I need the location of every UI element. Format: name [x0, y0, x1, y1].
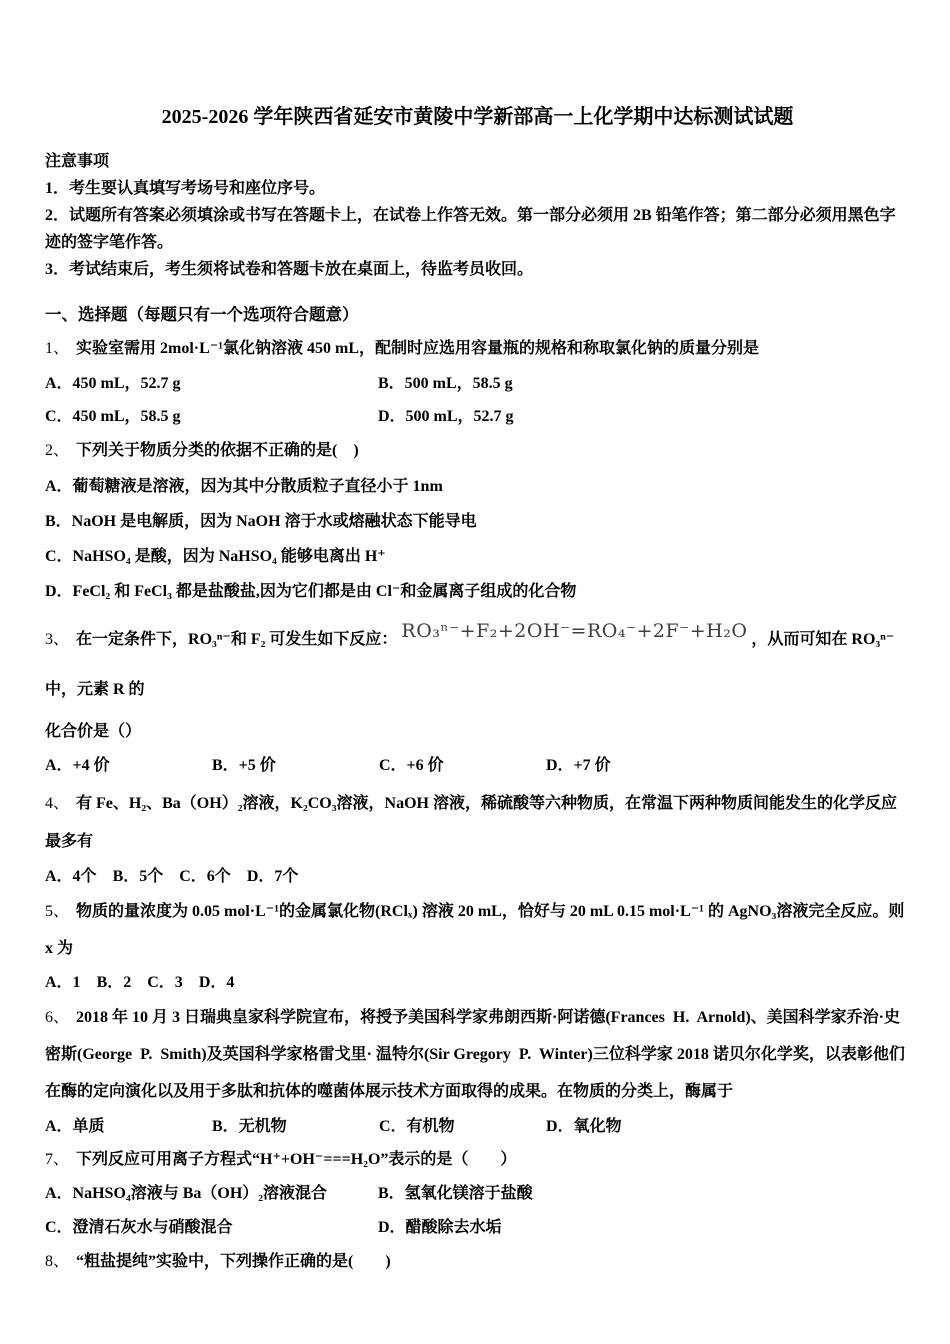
option-4-c: C．6个	[179, 868, 231, 885]
notice-section	[45, 148, 910, 283]
question-3	[45, 613, 910, 783]
question-3-options	[45, 749, 910, 783]
question-7-stem-text: 下列反应可用离子方程式“H⁺+OH⁻===H₂O”表示的是（ ）	[76, 1151, 517, 1168]
option-2-b: B．NaOH 是电解质，因为 NaOH 溶于水或熔融状态下能导电	[45, 513, 477, 530]
question-2	[45, 433, 910, 609]
question-2-stem	[45, 433, 910, 469]
option-6-d: D．氧化物	[546, 1118, 622, 1135]
question-8	[45, 1245, 910, 1279]
option-1-a: A．450 mL，52.7 g	[45, 375, 181, 392]
question-5	[45, 893, 910, 999]
option-4-a: A．4个	[45, 868, 97, 885]
option-5-d: D．4	[198, 974, 235, 991]
option-3-a: A．+4 价	[45, 757, 110, 774]
question-1-stem	[45, 331, 910, 367]
question-5-stem-text: 物质的量浓度为 0.05 mol·L⁻¹的金属氯化物(RClₓ) 溶液 20 mL，恰好与 20 mL 0.15 mol·L⁻¹ 的 AgNO₃溶液完全反应。则 x 为	[45, 903, 909, 957]
question-8-stem-text: “粗盐提纯”实验中，下列操作正确的是( )	[76, 1253, 391, 1270]
question-8-number: 8、	[45, 1253, 70, 1270]
option-1-d: D．500 mL，52.7 g	[378, 408, 514, 425]
notice-item-2: 2．试题所有答案必须填涂或书写在答题卡上，在试卷上作答无效。第一部分必须用 2B 铅笔作答；第二部分必须用黑色字迹的签字笔作答。	[45, 207, 896, 251]
option-7-a: A．NaHSO₄溶液与 Ba（OH）₂溶液混合	[45, 1185, 328, 1202]
question-5-options	[45, 967, 910, 999]
question-3-stem-before: 在一定条件下，RO₃ⁿ⁻和 F₂ 可发生如下反应：	[76, 631, 398, 648]
question-4-number: 4、	[45, 795, 70, 812]
notice-heading: 注意事项	[45, 153, 110, 170]
option-3-b: B．+5 价	[212, 757, 276, 774]
question-5-number: 5、	[45, 903, 70, 920]
option-7-b: B．氢氧化镁溶于盐酸	[378, 1185, 533, 1202]
question-4-stem-text: 有 Fe、H₂、Ba（OH）₂溶液，K₂CO₃溶液，NaOH 溶液，稀硫酸等六种物质，在常温下两种物质间能发生的化学反应最多有	[45, 795, 897, 850]
option-1-c: C．450 mL，58.5 g	[45, 408, 181, 425]
option-5-a: A．1	[45, 974, 81, 991]
option-3-c: C．+6 价	[379, 757, 444, 774]
question-4	[45, 785, 910, 893]
question-7	[45, 1143, 910, 1245]
option-7-d: D．醋酸除去水垢	[378, 1219, 502, 1236]
question-3-stem-after: ，从而可知在 RO₃ⁿ⁻中，元素 R 的	[45, 631, 895, 698]
option-2-a: A．葡萄糖液是溶液，因为其中分散质粒子直径小于 1nm	[45, 478, 443, 495]
option-7-c: C．澄清石灰水与硝酸混合	[45, 1219, 233, 1236]
question-1-stem-text: 实验室需用 2mol·L⁻¹氯化钠溶液 450 mL，配制时应选用容量瓶的规格和称取氯化钠的质量分别是	[76, 340, 760, 357]
question-3-stem	[45, 613, 910, 715]
exam-title: 2025-2026 学年陕西省延安市黄陵中学新部高一上化学期中达标测试试题	[161, 106, 794, 128]
question-2-stem-text: 下列关于物质分类的依据不正确的是( )	[76, 442, 359, 459]
question-7-number: 7、	[45, 1151, 70, 1168]
question-8-stem	[45, 1245, 910, 1279]
option-5-c: C．3	[147, 974, 183, 991]
question-4-options	[45, 861, 910, 893]
question-6-stem-text: 2018 年 10 月 3 日瑞典皇家科学院宣布，将授予美国科学家弗朗西斯·阿诺德(Frances H. Arnold)、美国科学家乔治·史密斯(George P. Smith)及英国科学家格雷戈里· 温特尔(Sir Gregory P. Winter)三位科学家 2018 诺贝尔化学奖，以表彰他们在酶的定向演化以及用于多肽和抗体的噬菌体展示技术方面取得的成果。在物质的分类上，酶属于	[45, 1009, 905, 1100]
question-2-options	[45, 469, 910, 609]
question-6	[45, 999, 910, 1143]
option-2-c: C．NaHSO₄ 是酸，因为 NaHSO₄ 能够电离出 H⁺	[45, 548, 386, 565]
notice-item-1: 1．考生要认真填写考场号和座位序号。	[45, 180, 326, 197]
question-4-stem	[45, 785, 910, 861]
section-heading-choice: 一、选择题（每题只有一个选项符合题意）	[45, 305, 359, 324]
question-2-number: 2、	[45, 442, 70, 459]
question-6-options	[45, 1110, 910, 1143]
question-6-stem	[45, 999, 910, 1110]
chemical-equation: RO₃ⁿ⁻+F₂+2OH⁻=RO₄⁻+2F⁻+H₂O	[401, 620, 748, 642]
question-3-stem-line2: 化合价是（）	[45, 723, 142, 740]
question-5-stem	[45, 893, 910, 967]
option-4-b: B．5个	[112, 868, 164, 885]
option-6-b: B．无机物	[212, 1118, 287, 1135]
option-6-a: A．单质	[45, 1118, 105, 1135]
option-3-d: D．+7 价	[546, 757, 611, 774]
option-5-b: B．2	[96, 974, 132, 991]
option-2-d: D．FeCl₂ 和 FeCl₃ 都是盐酸盐,因为它们都是由 Cl⁻和金属离子组成的化合物	[45, 583, 577, 600]
question-1-options	[45, 367, 910, 433]
question-3-number: 3、	[45, 631, 70, 648]
notice-item-3: 3．考试结束后，考生须将试卷和答题卡放在桌面上，待监考员收回。	[45, 261, 534, 278]
question-1-number: 1、	[45, 340, 70, 357]
option-4-d: D．7个	[246, 868, 299, 885]
option-1-b: B．500 mL，58.5 g	[378, 375, 513, 392]
question-1	[45, 331, 910, 433]
question-7-stem	[45, 1143, 910, 1177]
question-6-number: 6、	[45, 1009, 70, 1026]
question-7-options	[45, 1177, 910, 1245]
option-6-c: C．有机物	[379, 1118, 455, 1135]
